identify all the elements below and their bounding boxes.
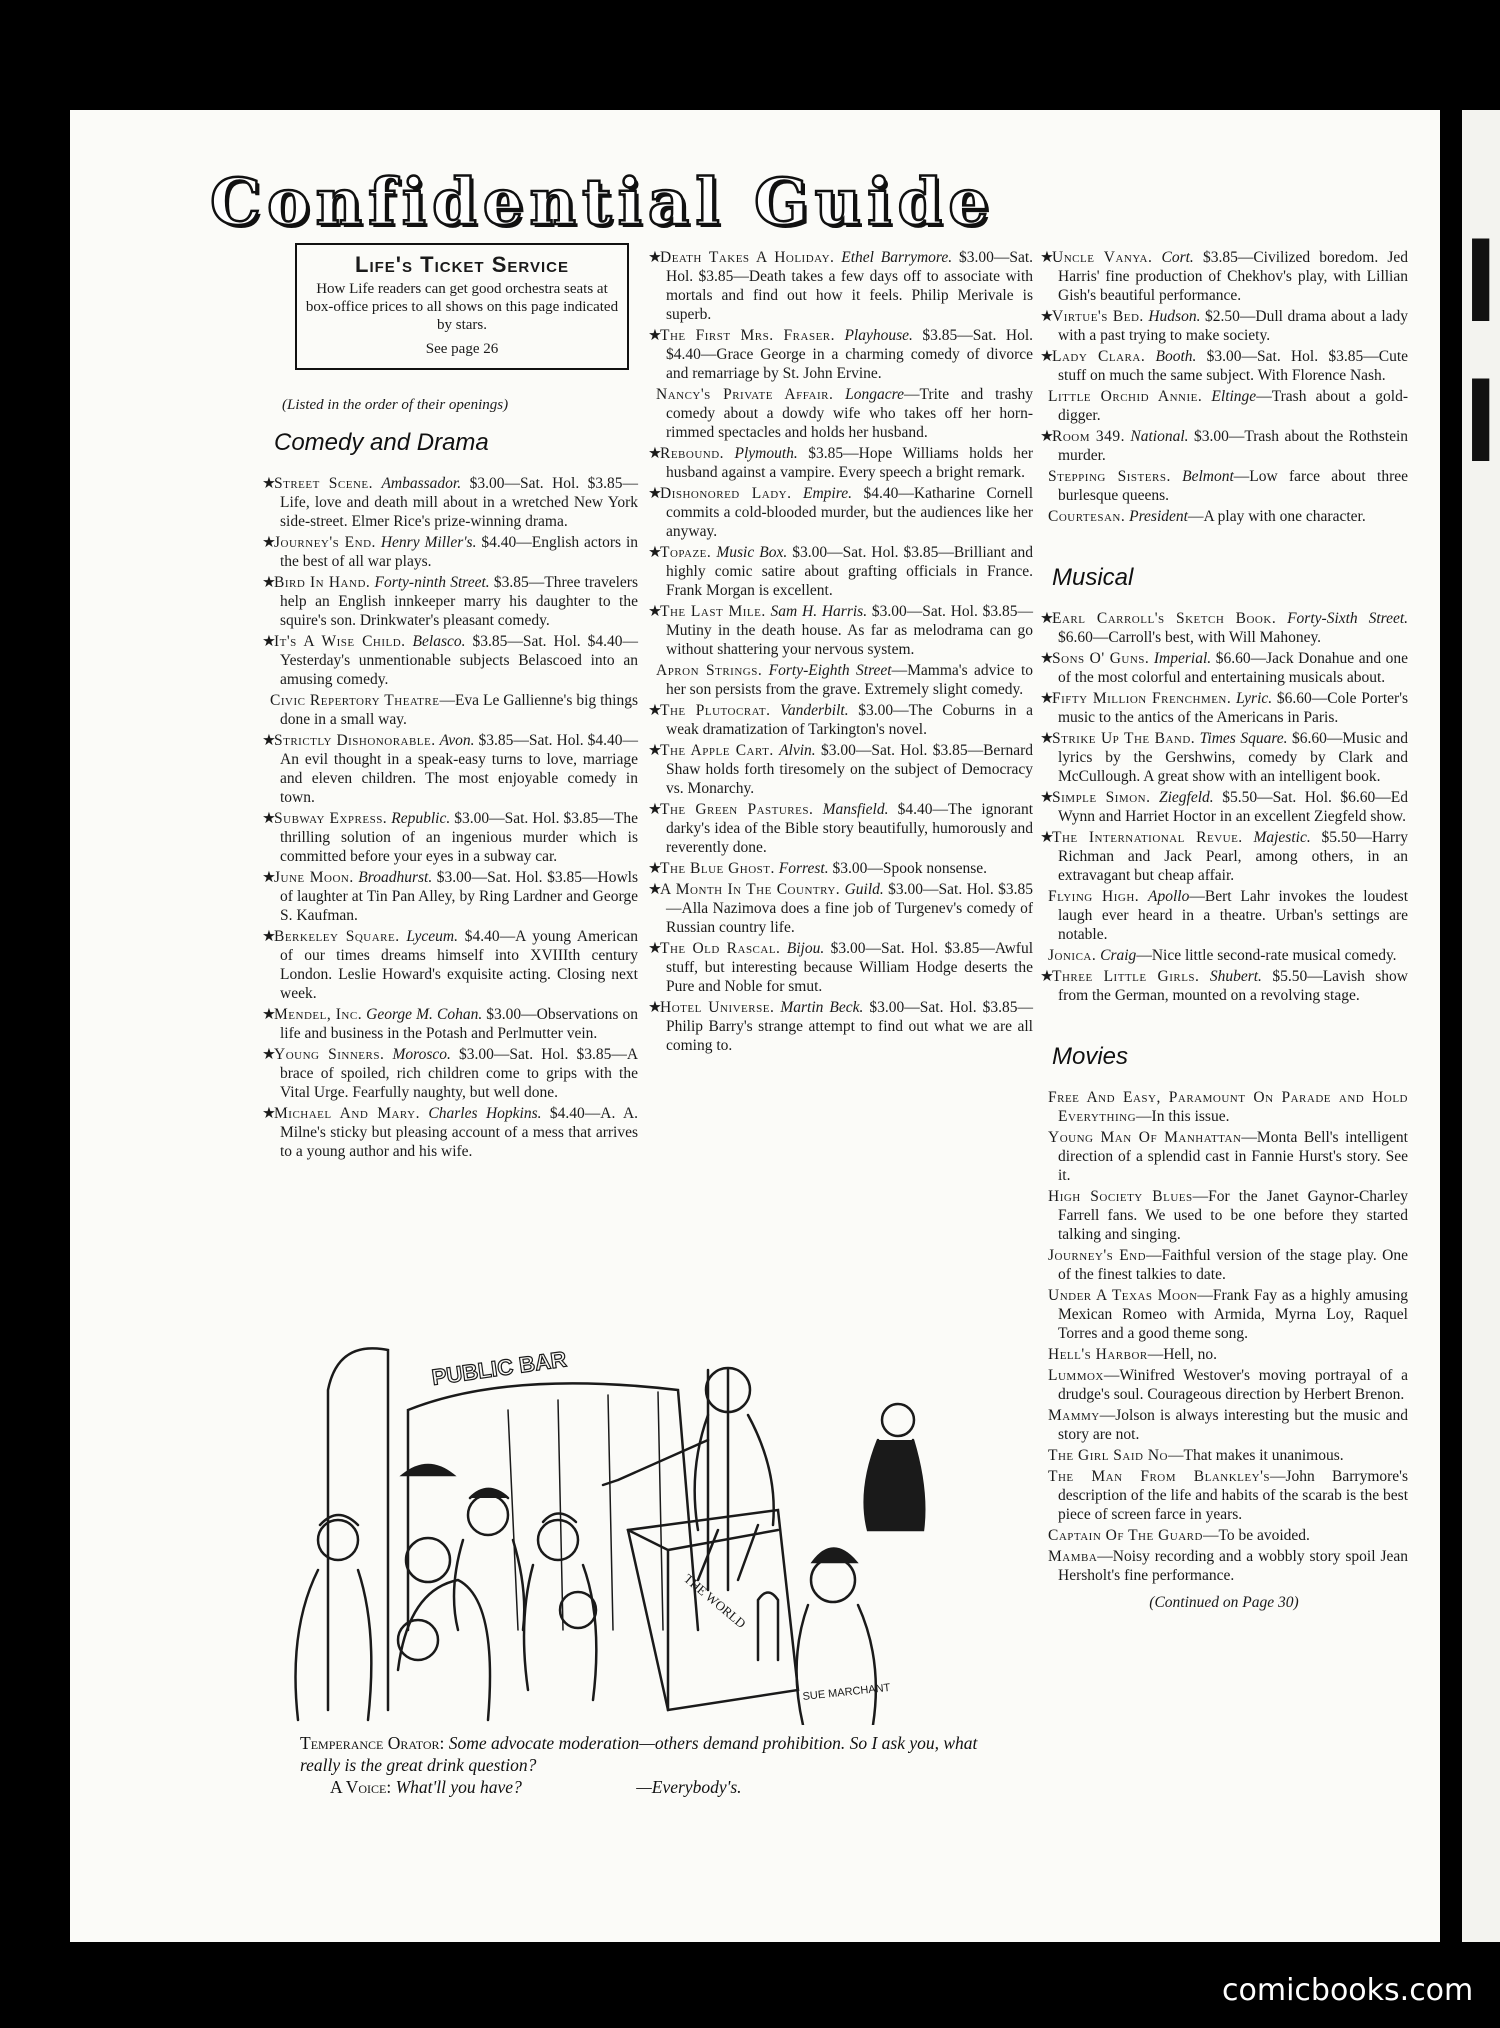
- listing-description: —Trite and trashy comedy about a dowdy wife who takes off her horn-rimmed spectacles and holds her husband.: [666, 386, 1033, 441]
- ticket-service-see: See page 26: [425, 341, 499, 357]
- listing-venue: Majestic.: [1253, 829, 1311, 846]
- listing-venue: President: [1129, 508, 1188, 525]
- listing-description: $3.85—Three travelers help an English innkeeper marry his daughter to the squire's son. Drinkwater's pleasant comedy.: [280, 574, 638, 629]
- listing-venue: Guild.: [844, 881, 884, 898]
- continued-note: (Continued on Page 30): [1149, 1594, 1299, 1611]
- listing-entry: [262, 533, 638, 571]
- listing-title: Nancy's Private Affair.: [656, 386, 834, 403]
- star-icon: ★: [648, 327, 662, 344]
- star-icon: ★: [1040, 610, 1054, 627]
- listing-description: $2.50—Dull drama about a lady with a past trying to make society.: [1058, 308, 1409, 344]
- listing-entry: [262, 927, 638, 1003]
- listing-entry: [262, 1104, 638, 1161]
- listing-description: $3.00—Sat. Hol. $3.85—Mutiny in the death house. As far as melodrama can go without shattering your nervous system.: [666, 603, 1034, 658]
- listing-title: Earl Carroll's Sketch Book.: [1052, 610, 1277, 627]
- star-icon: ★: [262, 633, 276, 650]
- listing-venue: Apollo: [1148, 888, 1190, 905]
- listing-description: $3.00—Trash about the Rothstein murder.: [1058, 428, 1408, 464]
- listing-description: $6.60—Music and lyrics by the Gershwins, comedy by Clark and McCullough. A great show with an intelligent book.: [1058, 730, 1409, 785]
- listing-venue: Charles Hopkins.: [428, 1105, 542, 1122]
- listing-venue: Ambassador.: [381, 475, 462, 492]
- listing-description: —Hell, no.: [1147, 1346, 1218, 1363]
- listing-entry: [648, 602, 1033, 659]
- star-icon: ★: [648, 860, 662, 877]
- listing-venue: Morosco.: [392, 1046, 451, 1063]
- listing-entry: [1040, 1366, 1408, 1404]
- star-icon: ★: [1040, 428, 1054, 445]
- listing-description: $3.00—Sat. Hol. $3.85—Brilliant and highly comic satire about grafting officials in France. Frank Morgan is excellent.: [666, 544, 1034, 599]
- listing-title: Little Orchid Annie.: [1048, 388, 1203, 405]
- listing-title: A Month In The Country.: [660, 881, 841, 898]
- star-icon: ★: [262, 475, 276, 492]
- listing-entry: [262, 632, 638, 689]
- listing-description: —Low farce about three burlesque queens.: [1058, 468, 1409, 504]
- listing-description: $3.00—Sat. Hol. $3.85—Philip Barry's strange attempt to find out what we are all coming to.: [666, 999, 1034, 1054]
- ticket-service-heading: Life's Ticket Service: [355, 252, 569, 277]
- star-icon: ★: [262, 810, 276, 827]
- listing-entry: [1040, 1467, 1408, 1524]
- star-icon: ★: [262, 534, 276, 551]
- listing-title: Strike Up The Band.: [1052, 730, 1196, 747]
- listing-title: Topaze.: [660, 544, 712, 561]
- listing-description: —Nice little second-rate musical comedy.: [1136, 947, 1397, 964]
- listing-venue: Shubert.: [1209, 968, 1262, 985]
- listing-venue: Ziegfeld.: [1158, 789, 1214, 806]
- star-icon: ★: [1040, 690, 1054, 707]
- listing-venue: George M. Cohan.: [366, 1006, 483, 1023]
- listing-description: $5.50—Sat. Hol. $6.60—Ed Wynn and Harriet Hoctor in an excellent Ziegfeld show.: [1058, 789, 1408, 825]
- listing-description: $3.85—Civilized boredom. Jed Harris' fine production of Chekhov's play, with Lillian Gish's beautiful performance.: [1058, 249, 1409, 304]
- listing-title: Strictly Dishonorable.: [274, 732, 436, 749]
- star-icon: ★: [648, 940, 662, 957]
- listing-venue: Henry Miller's.: [380, 534, 477, 551]
- listing-description: $3.85—Sat. Hol. $4.40—Grace George in a charming comedy of divorce and remarriage by St. John Ervine.: [666, 327, 1034, 382]
- star-icon: ★: [262, 574, 276, 591]
- listing-title: Young Man Of Manhattan: [1048, 1129, 1242, 1146]
- listing-entry: [1040, 729, 1408, 786]
- listing-title: The Plutocrat.: [660, 702, 771, 719]
- listing-title: The First Mrs. Fraser.: [660, 327, 836, 344]
- listing-venue: Forty-Eighth Street: [768, 662, 892, 679]
- listing-venue: Bijou.: [786, 940, 825, 957]
- star-icon: ★: [1040, 730, 1054, 747]
- listing-title: The Girl Said No: [1048, 1447, 1168, 1464]
- listing-description: $4.40—Katharine Cornell commits a cold-blooded murder, but the audiences like her anyway.: [666, 485, 1034, 540]
- listing-entry: [1040, 946, 1408, 965]
- listing-description: —John Barrymore's description of the life and habits of the scarab is the best piece of screen farce in years.: [1058, 1468, 1408, 1523]
- listing-title: Flying High.: [1048, 888, 1140, 905]
- listing-title: Three Little Girls.: [1052, 968, 1200, 985]
- listing-entry: [262, 573, 638, 630]
- star-icon: ★: [648, 801, 662, 818]
- listing-description: $5.50—Lavish show from the German, mounted on a revolving stage.: [1058, 968, 1408, 1004]
- star-icon: ★: [1040, 650, 1054, 667]
- listing-description: $3.00—Sat. Hol. $3.85—Howls of laughter at Tin Pan Alley, by Ring Lardner and George S. Kaufman.: [280, 869, 638, 924]
- listing-venue: Imperial.: [1153, 650, 1212, 667]
- musical-list: [1040, 609, 1408, 1005]
- listing-entry: [1040, 1406, 1408, 1444]
- listing-description: —Bert Lahr invokes the loudest laugh ever heard in a theatre. Urban's settings are notable.: [1058, 888, 1409, 943]
- listing-description: $4.40—A young American of our times dreams himself into XVIIIth century London. Leslie Howard's exquisite acting. Closing next week.: [280, 928, 638, 1002]
- cartoon-signature: SUE MARCHANT: [802, 1681, 891, 1703]
- star-icon: ★: [1040, 308, 1054, 325]
- ticket-service-box: [295, 243, 629, 370]
- listing-description: $3.00—Sat. Hol. $3.85—Awful stuff, but interesting because William Hodge deserts the Pure and Noble for smut.: [666, 940, 1034, 995]
- listing-entry: [648, 998, 1033, 1055]
- listing-venue: Craig: [1100, 947, 1137, 964]
- listing-venue: National.: [1130, 428, 1189, 445]
- star-icon: ★: [648, 249, 662, 266]
- section-comedy-drama: Comedy and Drama: [274, 429, 489, 456]
- star-icon: ★: [648, 702, 662, 719]
- comedy-list-continued: [648, 248, 1033, 1055]
- listing-entry: [648, 444, 1033, 482]
- listing-entry: [1040, 1088, 1408, 1126]
- listing-entry: [1040, 1345, 1408, 1364]
- listing-description: —To be avoided.: [1202, 1527, 1310, 1544]
- star-icon: ★: [648, 485, 662, 502]
- listing-description: $3.85—Hope Williams holds her husband against a vampire. Every speech a bright remark.: [666, 445, 1033, 481]
- listing-entry: [1040, 347, 1408, 385]
- listing-entry: [1040, 1246, 1408, 1284]
- listing-entry: [1040, 967, 1408, 1005]
- listing-venue: Vanderbilt.: [780, 702, 849, 719]
- drama-list-continued: [1040, 248, 1408, 526]
- column-3: [1040, 248, 1408, 1612]
- section-movies: Movies: [1052, 1043, 1129, 1070]
- listing-title: Apron Strings.: [656, 662, 763, 679]
- listing-description: $3.00—The Coburns in a weak dramatization of Tarkington's novel.: [666, 702, 1034, 738]
- listing-entry: [1040, 1547, 1408, 1585]
- listing-venue: Lyric.: [1236, 690, 1273, 707]
- listing-description: —Winifred Westover's moving portrayal of a drudge's soul. Courageous direction by Herbert Brenon.: [1058, 1367, 1408, 1403]
- listing-title: Mamba: [1048, 1548, 1098, 1565]
- section-musical: Musical: [1052, 564, 1134, 591]
- star-icon: ★: [262, 732, 276, 749]
- listing-title: Berkeley Square.: [274, 928, 400, 945]
- listing-title: The International Revue.: [1052, 829, 1243, 846]
- listing-venue: Republic.: [391, 810, 451, 827]
- listing-description: —Eva Le Gallienne's big things done in a small way.: [280, 692, 638, 728]
- listing-title: The Green Pastures.: [660, 801, 814, 818]
- listing-entry: [1040, 1526, 1408, 1545]
- cartoon-box-text: THE WORLD: [681, 1570, 749, 1632]
- listing-venue: Playhouse.: [844, 327, 913, 344]
- star-icon: ★: [648, 999, 662, 1016]
- caption-speaker-2: A Voice:: [330, 1777, 392, 1797]
- listing-description: —A play with one character.: [1187, 508, 1366, 525]
- listing-description: $4.40—English actors in the best of all war plays.: [280, 534, 639, 570]
- cartoon-illustration: [258, 1330, 978, 1725]
- listing-entry: [1040, 1187, 1408, 1244]
- listing-title: Lummox: [1048, 1367, 1104, 1384]
- listing-title: Uncle Vanya.: [1052, 249, 1153, 266]
- listing-venue: Cort.: [1161, 249, 1194, 266]
- listing-entry: [262, 691, 638, 729]
- listing-title: Hell's Harbor: [1048, 1346, 1148, 1363]
- listing-venue: Avon.: [439, 732, 475, 749]
- listing-entry: [262, 731, 638, 807]
- listing-title: Captain Of The Guard: [1048, 1527, 1203, 1544]
- listing-description: $3.00—Sat. Hol. $3.85—Alla Nazimova does a fine job of Turgenev's comedy of Russian country life.: [666, 881, 1034, 936]
- listing-entry: [1040, 788, 1408, 826]
- cartoon-caption: [300, 1732, 1000, 1798]
- listing-entry: [262, 474, 638, 531]
- listing-entry: [1040, 887, 1408, 944]
- listing-venue: Mansfield.: [822, 801, 889, 818]
- column-2: [648, 248, 1033, 1057]
- listing-title: Under A Texas Moon: [1048, 1287, 1198, 1304]
- listing-entry: [1040, 609, 1408, 647]
- star-icon: ★: [1040, 968, 1054, 985]
- listing-entry: [648, 543, 1033, 600]
- listing-venue: Forty-Sixth Street.: [1287, 610, 1409, 627]
- listing-description: —Monta Bell's intelligent direction of a splendid cast in Fannie Hurst's story. See it.: [1058, 1129, 1408, 1184]
- listing-description: —Faithful version of the stage play. One of the finest talkies to date.: [1058, 1247, 1408, 1283]
- listing-title: Rebound.: [660, 445, 725, 462]
- listing-title: Street Scene.: [274, 475, 373, 492]
- caption-line-2: What'll you have?: [395, 1777, 522, 1797]
- listing-title: The Apple Cart.: [660, 742, 774, 759]
- listing-title: Subway Express.: [274, 810, 388, 827]
- listing-venue: Empire.: [803, 485, 852, 502]
- listing-title: The Man From Blankley's: [1048, 1468, 1270, 1485]
- listing-entry: [648, 701, 1033, 739]
- listing-description: $3.00—Spook nonsense.: [832, 860, 988, 877]
- cartoon-sign-text: PUBLIC BAR: [430, 1346, 569, 1390]
- listing-title: The Old Rascal.: [660, 940, 781, 957]
- listing-entry: [648, 939, 1033, 996]
- listing-entry: [1040, 467, 1408, 505]
- star-icon: ★: [262, 928, 276, 945]
- listing-entry: [1040, 1446, 1408, 1465]
- listing-description: $6.60—Cole Porter's music to the antics of the Americans in Paris.: [1058, 690, 1409, 726]
- listing-venue: Music Box.: [716, 544, 788, 561]
- listing-title: Jonica.: [1048, 947, 1097, 964]
- listing-venue: Lyceum.: [406, 928, 458, 945]
- listing-venue: Belmont: [1182, 468, 1234, 485]
- listing-title: Mendel, Inc.: [274, 1006, 363, 1023]
- listing-venue: Martin Beck.: [780, 999, 864, 1016]
- listing-description: —Mamma's advice to her son persists from the grave. Extremely slight comedy.: [666, 662, 1033, 698]
- listed-note: (Listed in the order of their openings): [282, 397, 509, 413]
- listing-entry: [648, 880, 1033, 937]
- comedy-list: [262, 474, 638, 1161]
- listing-title: Stepping Sisters.: [1048, 468, 1171, 485]
- star-icon: ★: [262, 1006, 276, 1023]
- listing-venue: Times Square.: [1199, 730, 1288, 747]
- listing-entry: [262, 809, 638, 866]
- listing-venue: Longacre: [845, 386, 904, 403]
- star-icon: ★: [1040, 829, 1054, 846]
- listing-entry: [262, 1045, 638, 1102]
- star-icon: ★: [262, 1105, 276, 1122]
- listing-entry: [648, 484, 1033, 541]
- listing-entry: [648, 661, 1033, 699]
- caption-source: —Everybody's.: [636, 1777, 742, 1797]
- star-icon: ★: [1040, 789, 1054, 806]
- page-title: Confidential Guide: [210, 165, 995, 240]
- listing-entry: [648, 326, 1033, 383]
- listing-description: $6.60—Jack Donahue and one of the most colorful and entertaining musicals about.: [1058, 650, 1409, 686]
- listing-entry: [1040, 828, 1408, 885]
- listing-title: Michael And Mary.: [274, 1105, 420, 1122]
- listing-title: The Last Mile.: [660, 603, 766, 620]
- listing-description: $3.00—Sat. Hol. $3.85—The thrilling solution of an ingenious murder which is committed before your eyes in a subway car.: [280, 810, 638, 865]
- listing-description: —Trash about a gold-digger.: [1058, 388, 1408, 424]
- listing-venue: Plymouth.: [734, 445, 798, 462]
- listing-venue: Hudson.: [1148, 308, 1201, 325]
- listing-description: —For the Janet Gaynor-Charley Farrell fans. We used to be one before they started talking and singing.: [1058, 1188, 1409, 1243]
- listing-description: $3.85—Sat. Hol. $4.40—Yesterday's unmentionable subjects Belascoed into an amusing comedy.: [280, 633, 639, 688]
- star-icon: ★: [648, 603, 662, 620]
- listing-title: Room 349.: [1052, 428, 1126, 445]
- listing-description: $3.85—Sat. Hol. $4.40—An evil thought in a speak-easy turns to love, marriage and eleven children. The most enjoyable comedy in town.: [280, 732, 638, 806]
- listing-title: June Moon.: [274, 869, 354, 886]
- listing-title: Lady Clara.: [1052, 348, 1146, 365]
- listing-title: Journey's End.: [274, 534, 376, 551]
- listing-description: $3.00—Sat. Hol. $3.85—Bernard Shaw holds forth tiresomely on the subject of Democracy vs. Monarchy.: [666, 742, 1034, 797]
- listing-venue: Eltinge: [1211, 388, 1257, 405]
- listing-description: $3.00—Sat. Hol. $3.85—Life, love and death mill about in a wretched New York side-street. Elmer Rice's prize-winning drama.: [280, 475, 639, 530]
- column-1: [262, 243, 638, 1163]
- listing-description: —Noisy recording and a wobbly story spoil Jean Hersholt's fine performance.: [1058, 1548, 1408, 1584]
- listing-title: Journey's End: [1048, 1247, 1147, 1264]
- listing-venue: Forrest.: [778, 860, 829, 877]
- star-icon: ★: [1040, 348, 1054, 365]
- listing-entry: [1040, 649, 1408, 687]
- watermark: comicbooks.com: [1222, 1973, 1474, 2008]
- listing-title: Young Sinners.: [274, 1046, 385, 1063]
- listing-entry: [1040, 248, 1408, 305]
- listing-title: Mammy: [1048, 1407, 1100, 1424]
- listing-description: $4.40—A. A. Milne's sticky but pleasing account of a mess that arrives to a young author and his wife.: [280, 1105, 639, 1160]
- listing-description: $4.40—The ignorant darky's idea of the Bible story beautifully, humorously and reverently done.: [666, 801, 1034, 856]
- star-icon: ★: [648, 881, 662, 898]
- listing-entry: [1040, 387, 1408, 425]
- listing-title: Sons O' Guns.: [1052, 650, 1150, 667]
- star-icon: ★: [648, 544, 662, 561]
- star-icon: ★: [262, 869, 276, 886]
- listing-entry: [648, 859, 1033, 878]
- listing-entry: [1040, 307, 1408, 345]
- listing-description: $6.60—Carroll's best, with Will Mahoney.: [1058, 629, 1322, 646]
- listing-description: —That makes it unanimous.: [1167, 1447, 1344, 1464]
- adjacent-page-edge: I I: [1462, 110, 1500, 1942]
- listing-title: Courtesan.: [1048, 508, 1126, 525]
- listing-entry: [1040, 689, 1408, 727]
- listing-venue: Forty-ninth Street.: [374, 574, 490, 591]
- listing-entry: [262, 868, 638, 925]
- star-icon: ★: [262, 1046, 276, 1063]
- listing-title: Free And Easy, Paramount On Parade and Hold Everything: [1048, 1089, 1408, 1125]
- listing-title: It's A Wise Child.: [274, 633, 406, 650]
- movies-list: [1040, 1088, 1408, 1585]
- star-icon: ★: [648, 742, 662, 759]
- listing-venue: Booth.: [1155, 348, 1197, 365]
- listing-title: Bird In Hand.: [274, 574, 371, 591]
- listing-title: The Blue Ghost.: [660, 860, 775, 877]
- listing-entry: [1040, 1286, 1408, 1343]
- listing-title: High Society Blues: [1048, 1188, 1193, 1205]
- listing-venue: Alvin.: [779, 742, 816, 759]
- listing-entry: [648, 385, 1033, 442]
- listing-venue: Broadhurst.: [358, 869, 433, 886]
- star-icon: ★: [1040, 249, 1054, 266]
- listing-title: Death Takes A Holiday.: [660, 249, 835, 266]
- listing-description: $5.50—Harry Richman and Jack Pearl, among others, in an extravagant but cheap affair.: [1058, 829, 1408, 884]
- listing-entry: [648, 248, 1033, 324]
- listing-venue: Belasco.: [412, 633, 466, 650]
- listing-description: —In this issue.: [1136, 1108, 1230, 1125]
- listing-description: —Frank Fay as a highly amusing Mexican Romeo with Armida, Myrna Loy, Raquel Torres and a good theme song.: [1058, 1287, 1408, 1342]
- listing-entry: [648, 741, 1033, 798]
- ticket-service-body: How Life readers can get good orchestra seats at box-office prices to all shows on this page indicated by stars.: [305, 281, 619, 333]
- listing-entry: [1040, 427, 1408, 465]
- listing-description: —Jolson is always interesting but the music and story are not.: [1058, 1407, 1408, 1443]
- listing-venue: Ethel Barrymore.: [841, 249, 953, 266]
- listing-venue: Sam H. Harris.: [770, 603, 868, 620]
- listing-title: Hotel Universe.: [660, 999, 775, 1016]
- caption-line-1: Some advocate moderation—others demand prohibition. So I ask you, what really is the great drink question?: [300, 1733, 978, 1775]
- listing-title: Virtue's Bed.: [1052, 308, 1144, 325]
- caption-speaker-1: Temperance Orator:: [300, 1733, 445, 1753]
- listing-title: Dishonored Lady.: [660, 485, 792, 502]
- listing-entry: [1040, 1128, 1408, 1185]
- listing-description: $3.00—Sat. Hol. $3.85—A brace of spoiled, rich children come to grips with the Vital Urge. Fearfully naughty, but well done.: [280, 1046, 639, 1101]
- listing-description: $3.00—Observations on life and business in the Potash and Perlmutter vein.: [280, 1006, 638, 1042]
- listing-entry: [648, 800, 1033, 857]
- listing-title: Simple Simon.: [1052, 789, 1151, 806]
- listing-entry: [262, 1005, 638, 1043]
- listing-title: Fifty Million Frenchmen.: [1052, 690, 1232, 707]
- listing-entry: [1040, 507, 1408, 526]
- listing-description: $3.00—Sat. Hol. $3.85—Cute stuff on much the same subject. With Florence Nash.: [1058, 348, 1408, 384]
- listing-description: $3.00—Sat. Hol. $3.85—Death takes a few days off to associate with mortals and find out how it feels. Philip Merivale is superb.: [666, 249, 1034, 323]
- listing-title: Civic Repertory Theatre: [270, 692, 440, 709]
- star-icon: ★: [648, 445, 662, 462]
